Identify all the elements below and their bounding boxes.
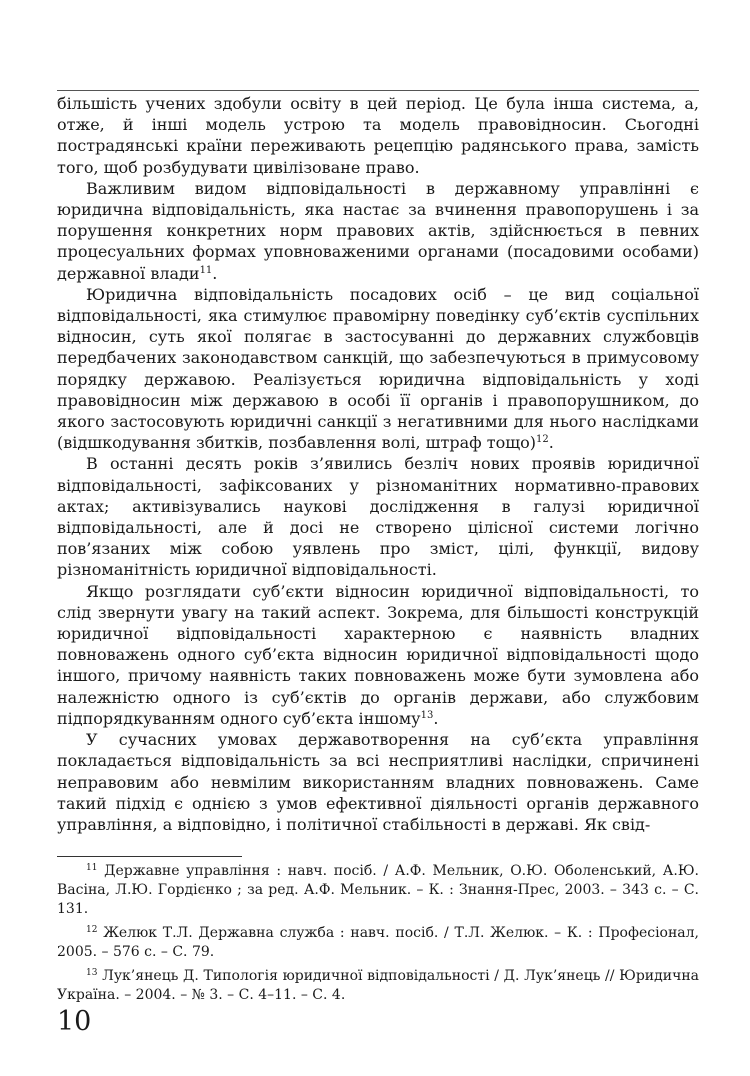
- footnote-number: 11: [86, 863, 98, 873]
- footnote-text: Лук’янець Д. Типологія юридичної відповідальності / Д. Лук’янець // Юридична Україна. – 2004. – № 3. – С. 4–11. – С. 4.: [57, 968, 700, 1003]
- footnote-text: Желюк Т.Л. Державна служба : навч. посіб. / Т.Л. Желюк. – К. : Професіонал, 2005. – 576 с. – С. 79.: [57, 925, 699, 960]
- paragraph-1: [57, 93, 699, 178]
- footnote-ref[interactable]: 13: [420, 709, 434, 721]
- paragraph-end: .: [433, 708, 439, 728]
- paragraph-end: .: [212, 263, 218, 283]
- paragraph-text: В останні десять років з’явились безліч нових проявів юридичної відповідальності, зафіксованих у різноманітних нормативно-правових актах; активізувались наукові дослідження в галузі юридичної відповідальності, але й досі не створено цілісної системи логічно пов’язаних між собою уявлень про зміст, цілі, функції, видову різноманітність юридичної відповідальності.: [57, 454, 699, 580]
- paragraph-text: більшість учених здобули освіту в цей період. Це була інша система, а, отже, й інші модель устрою та модель правовідносин. Сьогодні пострадянські країни переживають рецепцію радянського права, замість того, щоб розбудувати цивілізоване право.: [57, 94, 699, 177]
- paragraph-6: [57, 729, 699, 835]
- footnote-number: 12: [86, 925, 98, 935]
- footnote-ref[interactable]: 12: [536, 434, 549, 446]
- footnote-ref[interactable]: 11: [199, 264, 213, 276]
- footnote-number: 13: [86, 968, 98, 978]
- footnote-13: [57, 967, 699, 1005]
- footnote-12: [57, 924, 699, 962]
- paragraph-text: Юридична відповідальність посадових осіб – це вид соціальної відповідальності, яка стимулює правомірну поведінку суб’єктів суспільних відносин, суть якої полягає в застосуванні до державних службовців передбачених законодавством санкцій, що забезпечуються в примусовому порядку державою. Реалізується юридична відповідальність у ході правовідносин між державою в особі її органів і правопорушником, до якого застосовують юридичні санкції з негативними для нього наслідками (відшкодування збитків, позбавлення волі, штраф тощо): [57, 284, 699, 453]
- paragraph-2: [57, 178, 699, 284]
- page-number: 10: [57, 1006, 92, 1037]
- paragraph-5: [57, 581, 699, 729]
- footnote-11: [57, 862, 699, 919]
- header-rule: [57, 90, 699, 91]
- paragraph-text: У сучасних умовах державотворення на суб’єкта управління покладається відповідальність за всі несприятливі наслідки, спричинені неправовим або невмілим використанням владних повноважень. Саме такий підхід є однією з умов ефективної діяльності органів державного управління, а відповідно, і політичної стабільності в державі. Як свід-: [57, 730, 699, 834]
- footnotes: [57, 862, 699, 1010]
- paragraph-end: .: [548, 433, 554, 453]
- paragraph-3: [57, 284, 699, 454]
- paragraph-text: Важливим видом відповідальності в державному управлінні є юридична відповідальність, яка настає за вчинення правопорушень і за порушення конкретних норм правових актів, здійснюється в певних процесуальних формах уповноваженими органами (посадовими особами) державної влади: [57, 178, 699, 283]
- paragraph-4: [57, 453, 699, 580]
- main-text: [57, 93, 699, 835]
- footnote-text: Державне управління : навч. посіб. / А.Ф. Мельник, О.Ю. Оболенський, А.Ю. Васіна, Л.Ю. Гордієнко ; за ред. А.Ф. Мельник. – К. : Знання-Прес, 2003. – 343 с. – С. 131.: [57, 863, 699, 917]
- paragraph-text: Якщо розглядати суб’єкти відносин юридичної відповідальності, то слід звернути увагу на такий аспект. Зокрема, для більшості конструкцій юридичної відповідальності характерною є наявність владних повноважень одного суб’єкта відносин юридичної відповідальності щодо іншого, причому наявність таких повноважень може бути зумовлена або належністю одного із суб’єктів до органів держави, або службовим підпорядкуванням одного суб’єкта іншому: [57, 581, 699, 728]
- footnote-rule: [57, 856, 242, 857]
